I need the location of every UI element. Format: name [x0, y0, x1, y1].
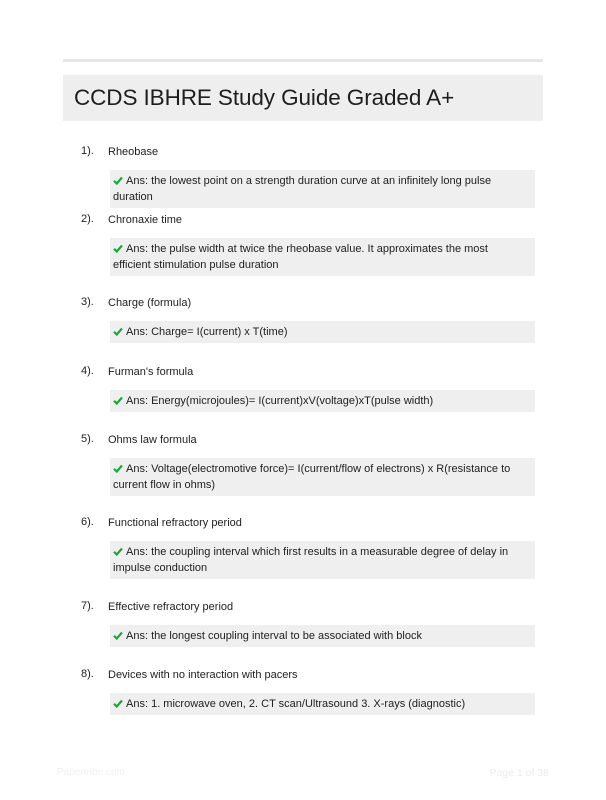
answer-text: the coupling interval which first results in a measurable degree of delay in impulse conduction [113, 546, 509, 574]
answer-text: Energy(microjoules)= I(current)xV(voltage)xT(pulse width) [151, 395, 434, 407]
question-number: 8). [81, 668, 94, 680]
question-text: Charge (formula) [108, 297, 192, 309]
answer-text: 1. microwave oven, 2. CT scan/Ultrasound 3. X-rays (diagnostic) [151, 698, 466, 710]
question-text: Functional refractory period [108, 517, 242, 529]
question-number: 2). [81, 213, 94, 225]
answer-prefix: Ans: [126, 175, 149, 187]
answer-text: Charge= I(current) x T(time) [151, 326, 288, 338]
question-text: Chronaxie time [108, 214, 182, 226]
answer-prefix: Ans: [126, 326, 149, 338]
answer-text: the longest coupling interval to be associated with block [151, 630, 422, 642]
answer-text: Voltage(electromotive force)= I(current/flow of electrons) x R(resistance to current flow in ohms) [113, 463, 511, 491]
top-divider [63, 59, 543, 62]
answer-prefix: Ans: [126, 395, 149, 407]
page-number: Page 1 of 38 [489, 767, 549, 779]
question-text: Furman's formula [108, 366, 194, 378]
answer-box [110, 321, 535, 343]
answer-box [110, 238, 535, 276]
answer-text: the pulse width at twice the rheobase value. It approximates the most efficient stimulation pulse duration [113, 243, 488, 271]
checkmark-icon [113, 244, 123, 253]
question-text: Effective refractory period [108, 601, 234, 613]
question-text: Devices with no interaction with pacers [108, 669, 298, 681]
checkmark-icon [113, 396, 123, 405]
answer-box [110, 390, 535, 412]
question-number: 5). [81, 433, 94, 445]
answer-prefix: Ans: [126, 546, 149, 558]
watermark-text: Papertribe.com [57, 767, 125, 778]
page-title: CCDS IBHRE Study Guide Graded A+ [74, 85, 455, 110]
question-number: 7). [81, 600, 94, 612]
question-number: 3). [81, 296, 94, 308]
question-text: Rheobase [108, 146, 159, 158]
answer-box [110, 541, 535, 579]
question-number: 6). [81, 516, 94, 528]
checkmark-icon [113, 631, 123, 640]
checkmark-icon [113, 464, 123, 473]
checkmark-icon [113, 176, 123, 185]
answer-prefix: Ans: [126, 463, 149, 475]
answer-text: the lowest point on a strength duration curve at an infinitely long pulse duration [113, 175, 492, 203]
checkmark-icon [113, 547, 123, 556]
answer-box [110, 625, 535, 647]
question-text: Ohms law formula [108, 434, 197, 446]
answer-prefix: Ans: [126, 243, 149, 255]
answer-prefix: Ans: [126, 698, 149, 710]
checkmark-icon [113, 699, 123, 708]
answer-box [110, 170, 535, 208]
answer-box [110, 693, 535, 715]
answer-prefix: Ans: [126, 630, 149, 642]
checkmark-icon [113, 327, 123, 336]
question-number: 1). [81, 145, 94, 157]
answer-box [110, 458, 535, 496]
question-number: 4). [81, 365, 94, 377]
title-banner [63, 75, 543, 121]
